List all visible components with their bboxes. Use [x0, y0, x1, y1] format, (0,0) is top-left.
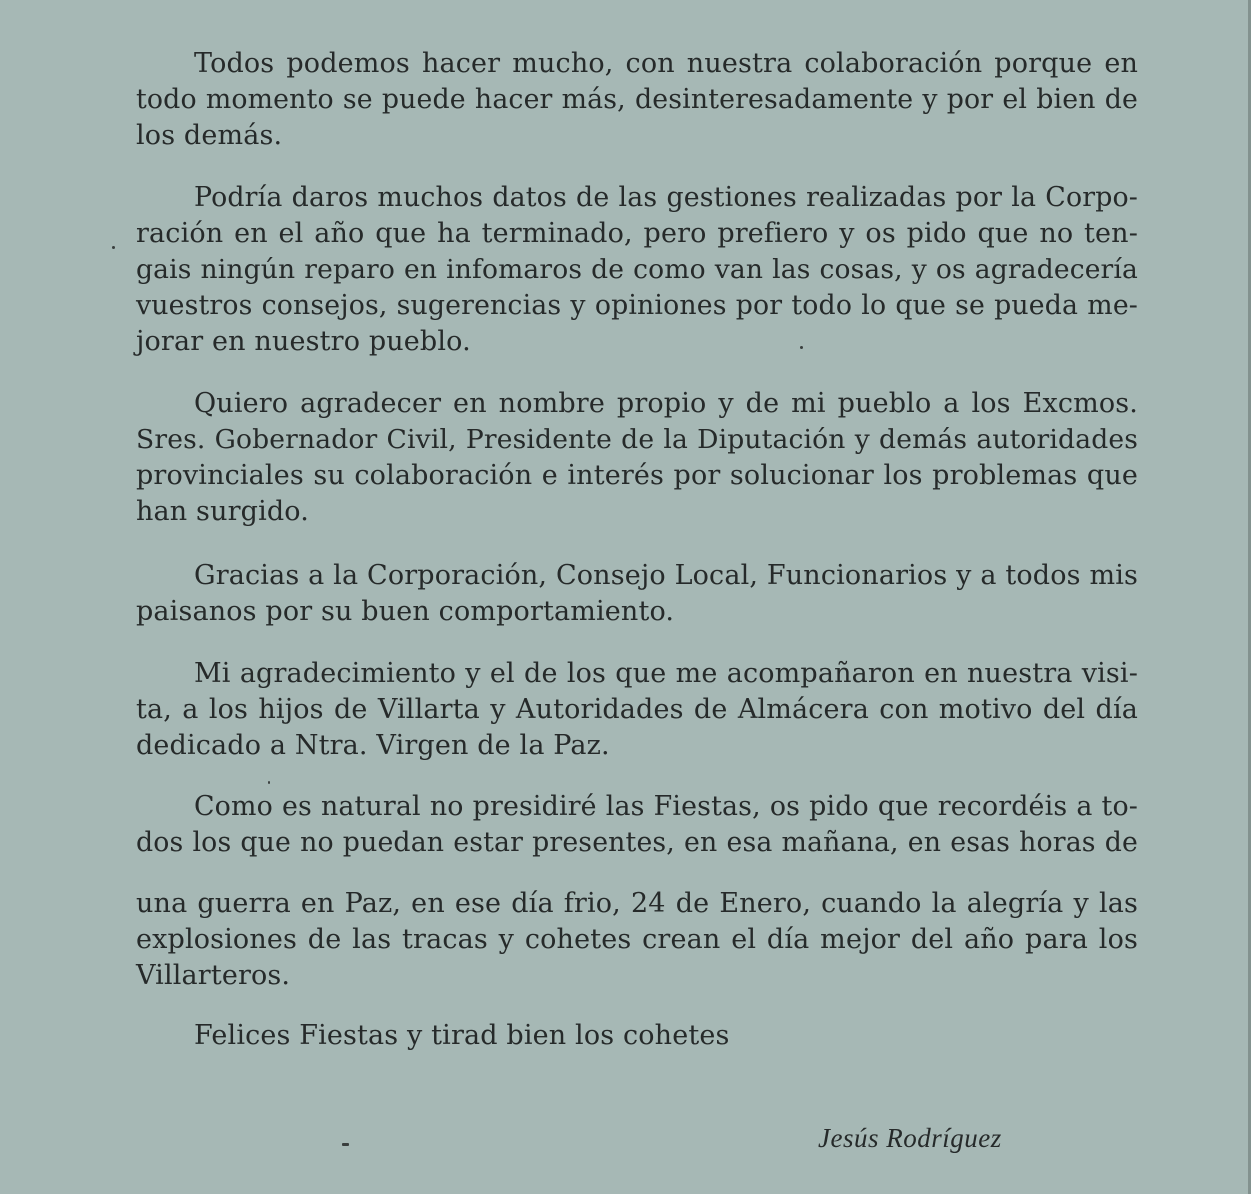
paragraph-thanks-corporation	[136, 558, 1138, 630]
text-line: provinciales su colaboración e interés por solucionar los problemas que	[136, 460, 1138, 491]
text-line: ta, a los hijos de Villarta y Autoridades de Almácera con motivo del día	[136, 694, 1138, 725]
text-line: Podría daros muchos datos de las gestiones realizadas por la Corpo-	[194, 182, 1138, 213]
paragraph-closing	[136, 1018, 1138, 1054]
text-line: Sres. Gobernador Civil, Presidente de la Diputación y demás autoridades	[136, 424, 1138, 455]
text-line: jorar en nuestro pueblo.	[136, 326, 471, 357]
text-line: explosiones de las tracas y cohetes crean el día mejor del año para los	[136, 924, 1138, 955]
print-speck	[268, 781, 270, 784]
text-line: han surgido.	[136, 496, 309, 527]
text-line: gais ningún reparo en infomaros de como van las cosas, y os agradecería	[136, 254, 1138, 285]
paragraph-visit	[136, 656, 1138, 764]
text-line: Villarteros.	[136, 960, 291, 991]
text-line: Felices Fiestas y tirad bien los cohetes	[194, 1020, 730, 1051]
text-line: Gracias a la Corporación, Consejo Local, Funcionarios y a todos mis	[194, 560, 1138, 591]
paragraph-collaboration	[136, 46, 1138, 154]
paragraph-fiestas	[136, 789, 1138, 861]
text-line: ración en el año que ha terminado, pero prefiero y os pido que no ten-	[136, 218, 1138, 249]
print-speck	[800, 346, 803, 349]
print-speck	[112, 246, 115, 249]
text-line: Como es natural no presidiré las Fiestas, os pido que recordéis a to-	[194, 791, 1138, 822]
paragraph-war-in-peace	[136, 886, 1138, 994]
text-line: dedicado a Ntra. Virgen de la Paz.	[136, 730, 610, 761]
text-line: todo momento se puede hacer más, desinteresadamente y por el bien de	[136, 84, 1138, 115]
print-speck	[342, 1143, 349, 1146]
signature: Jesús Rodríguez	[818, 1123, 1002, 1153]
text-line: los demás.	[136, 120, 283, 151]
text-line: Quiero agradecer en nombre propio y de mi pueblo a los Excmos.	[194, 388, 1138, 419]
paragraph-corporation	[136, 180, 1138, 360]
text-line: una guerra en Paz, en ese día frio, 24 de Enero, cuando la alegría y las	[136, 888, 1138, 919]
text-line: vuestros consejos, sugerencias y opiniones por todo lo que se pueda me-	[136, 290, 1138, 321]
paragraph-thanks-authorities	[136, 386, 1138, 530]
text-line: paisanos por su buen comportamiento.	[136, 596, 675, 627]
text-line: Mi agradecimiento y el de los que me acompañaron en nuestra visi-	[194, 658, 1138, 689]
text-line: Todos podemos hacer mucho, con nuestra colaboración porque en	[194, 48, 1138, 79]
text-line: dos los que no puedan estar presentes, en esa mañana, en esas horas de	[136, 827, 1138, 858]
